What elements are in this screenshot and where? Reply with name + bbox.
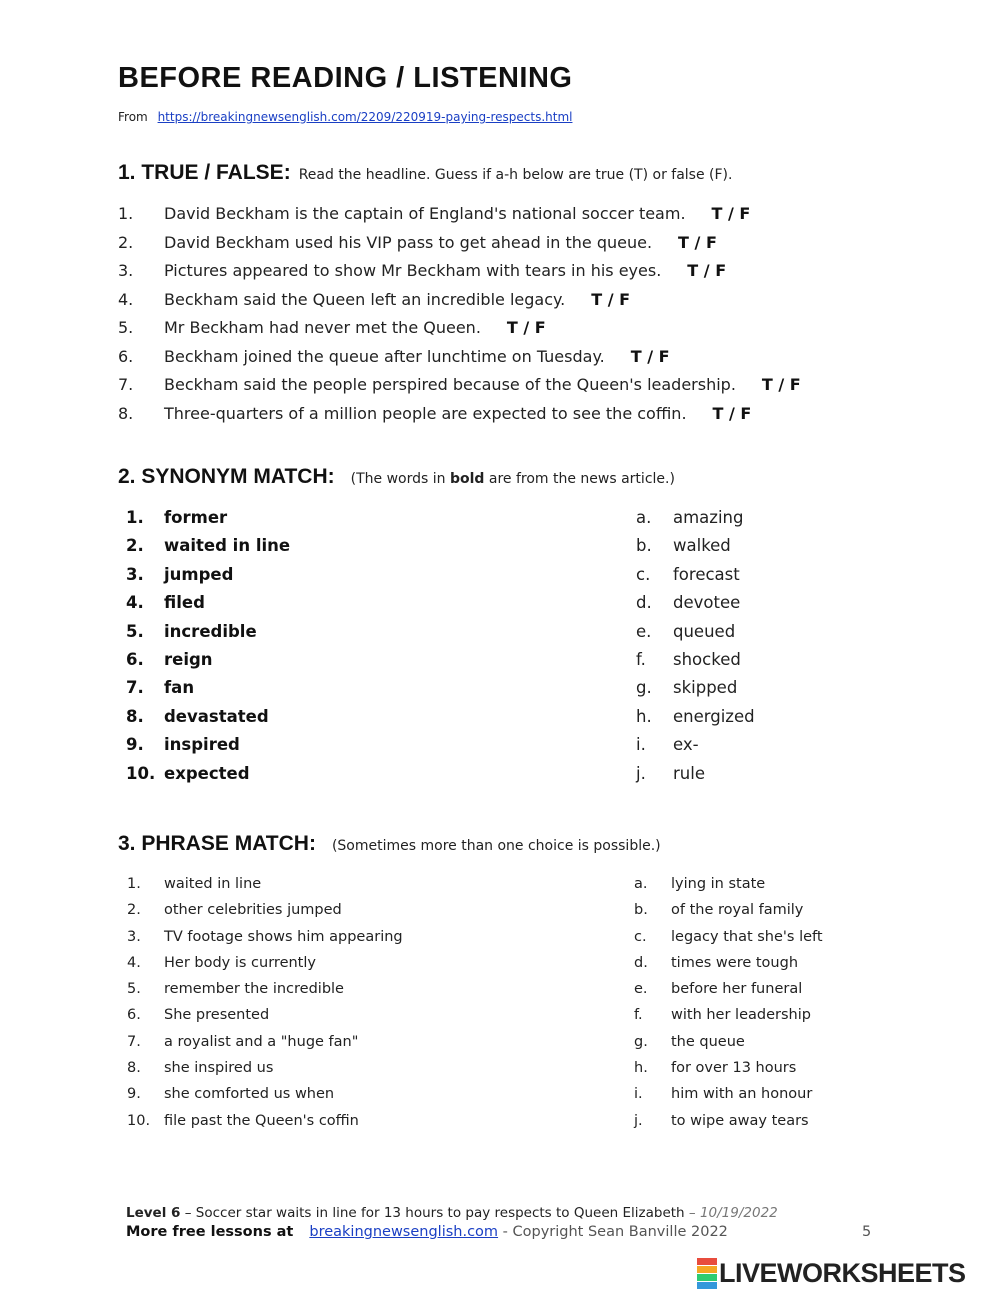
- phrase-match-title: 3. PHRASE MATCH:: [118, 832, 316, 855]
- phrase-start-text: a royalist and a "huge fan": [164, 1033, 359, 1050]
- synonym-option-text: forecast: [673, 564, 740, 584]
- synonym-option[interactable]: [636, 707, 755, 735]
- synonym-letter: d.: [636, 593, 652, 613]
- tf-item: [118, 261, 801, 290]
- footer-lesson-info: [126, 1205, 778, 1221]
- tf-statement: David Beckham is the captain of England's national soccer team.: [164, 204, 686, 223]
- tf-choice[interactable]: T / F: [712, 403, 752, 423]
- phrase-end[interactable]: [634, 955, 823, 981]
- phrase-number: 5.: [127, 981, 141, 998]
- instruction-text: (The words in: [350, 471, 450, 487]
- phrase-letter: a.: [634, 876, 648, 892]
- synonym-letter: c.: [636, 564, 651, 584]
- synonym-word-text: jumped: [164, 564, 234, 584]
- footer-level: Level 6: [126, 1205, 181, 1221]
- synonym-option-text: skipped: [673, 678, 738, 698]
- synonym-number: 9.: [126, 735, 144, 755]
- phrase-start[interactable]: [127, 1060, 403, 1086]
- phrase-start[interactable]: [127, 955, 403, 981]
- phrase-end-text: legacy that she's left: [671, 928, 823, 945]
- footer-more-lessons: [126, 1224, 728, 1240]
- phrase-start[interactable]: [127, 929, 403, 955]
- synonym-letter: a.: [636, 508, 652, 527]
- synonym-letter: j.: [636, 763, 646, 783]
- tf-choice[interactable]: T / F: [630, 346, 670, 366]
- phrase-end[interactable]: [634, 1086, 823, 1112]
- phrase-end[interactable]: [634, 1007, 823, 1033]
- tf-item: [118, 375, 801, 404]
- tf-number: 4.: [118, 289, 134, 309]
- phrase-end-text: times were tough: [671, 954, 799, 971]
- synonym-option[interactable]: [636, 565, 755, 593]
- tf-choice[interactable]: T / F: [506, 318, 546, 337]
- phrase-end[interactable]: [634, 1034, 823, 1060]
- tf-choice[interactable]: T / F: [761, 375, 801, 394]
- tf-number: 2.: [118, 232, 134, 252]
- synonym-number: 10.: [126, 763, 156, 783]
- footer-site-link[interactable]: breakingnewsenglish.com: [309, 1224, 499, 1240]
- synonym-number: 7.: [126, 678, 144, 698]
- synonym-option[interactable]: [636, 536, 755, 564]
- synonym-option[interactable]: [636, 764, 755, 792]
- phrase-start[interactable]: [127, 981, 403, 1007]
- instruction-text: are from the news article.): [484, 471, 675, 487]
- synonym-letter: e.: [636, 621, 652, 641]
- synonym-option[interactable]: [636, 735, 755, 763]
- tf-statement: Pictures appeared to show Mr Beckham with tears in his eyes.: [164, 261, 662, 280]
- synonym-word-text: waited in line: [164, 536, 291, 556]
- synonym-word[interactable]: [126, 622, 290, 650]
- tf-choice[interactable]: T / F: [678, 232, 717, 252]
- synonym-option-text: shocked: [673, 649, 741, 669]
- phrase-number: 2.: [127, 902, 141, 919]
- tf-choice[interactable]: T / F: [711, 204, 751, 223]
- synonym-word[interactable]: [126, 764, 290, 792]
- synonym-option-text: queued: [673, 621, 736, 641]
- phrase-start[interactable]: [127, 902, 403, 928]
- tf-choice[interactable]: T / F: [591, 289, 631, 309]
- synonym-word[interactable]: [126, 508, 290, 536]
- phrase-right-column: [634, 876, 823, 1139]
- synonym-word[interactable]: [126, 735, 290, 763]
- tf-item: [118, 290, 801, 319]
- logo-bar-icon: [697, 1258, 717, 1265]
- tf-item: [118, 347, 801, 376]
- phrase-start-text: TV footage shows him appearing: [164, 928, 403, 945]
- phrase-letter: f.: [634, 1007, 643, 1024]
- phrase-start[interactable]: [127, 1113, 403, 1139]
- tf-number: 8.: [118, 403, 134, 423]
- phrase-end-text: him with an honour: [671, 1086, 813, 1103]
- phrase-end[interactable]: [634, 902, 823, 928]
- phrase-end-text: the queue: [671, 1033, 745, 1050]
- phrase-start-text: waited in line: [164, 876, 262, 892]
- synonym-word[interactable]: [126, 707, 290, 735]
- page-title: BEFORE READING / LISTENING: [118, 62, 573, 94]
- synonym-option-text: energized: [673, 706, 755, 726]
- synonym-option[interactable]: [636, 678, 755, 706]
- phrase-end-text: of the royal family: [671, 902, 804, 919]
- liveworksheets-logo-icon: [697, 1258, 717, 1289]
- footer-date: – 10/19/2022: [684, 1205, 778, 1221]
- phrase-end-text: before her funeral: [671, 981, 803, 998]
- synonym-word[interactable]: [126, 593, 290, 621]
- tf-statement: David Beckham used his VIP pass to get ahead in the queue.: [164, 232, 653, 252]
- synonym-option[interactable]: [636, 650, 755, 678]
- synonym-left-column: [126, 508, 290, 792]
- synonym-number: 1.: [126, 508, 144, 527]
- phrase-start[interactable]: [127, 1086, 403, 1112]
- synonym-match-instruction: [351, 471, 675, 487]
- synonym-letter: b.: [636, 536, 652, 556]
- tf-choice[interactable]: T / F: [687, 261, 727, 280]
- phrase-start-text: she inspired us: [164, 1060, 274, 1077]
- source-link[interactable]: https://breakingnewsenglish.com/2209/220919-paying-respects.html: [157, 110, 573, 124]
- tf-statement: Beckham joined the queue after lunchtime on Tuesday.: [164, 346, 605, 366]
- synonym-option-text: amazing: [673, 508, 744, 527]
- tf-number: 1.: [118, 204, 134, 223]
- phrase-letter: d.: [634, 954, 648, 971]
- page-number: 5: [862, 1224, 872, 1240]
- phrase-start[interactable]: [127, 1007, 403, 1033]
- true-false-list: [118, 204, 801, 432]
- synonym-number: 3.: [126, 564, 144, 584]
- phrase-letter: j.: [634, 1112, 643, 1129]
- synonym-word-text: fan: [164, 678, 195, 698]
- phrase-start-text: Her body is currently: [164, 954, 316, 971]
- synonym-number: 4.: [126, 593, 144, 613]
- phrase-end-text: lying in state: [671, 876, 766, 892]
- true-false-instruction: Read the headline. Guess if a-h below are true (T) or false (F).: [298, 167, 733, 183]
- source-label: From: [118, 110, 148, 124]
- synonym-word-text: devastated: [164, 706, 269, 726]
- tf-number: 6.: [118, 346, 134, 366]
- phrase-start-text: She presented: [164, 1007, 270, 1024]
- synonym-letter: g.: [636, 678, 652, 698]
- synonym-word-text: expected: [164, 763, 250, 783]
- instruction-bold-word: bold: [449, 471, 485, 487]
- phrase-number: 6.: [127, 1007, 141, 1024]
- tf-item: [118, 204, 801, 233]
- tf-statement: Three-quarters of a million people are expected to see the coffin.: [164, 403, 687, 423]
- phrase-end[interactable]: [634, 929, 823, 955]
- synonym-word[interactable]: [126, 650, 290, 678]
- phrase-start-text: remember the incredible: [164, 981, 344, 998]
- tf-statement: Beckham said the people perspired because of the Queen's leadership.: [164, 375, 736, 394]
- synonym-word[interactable]: [126, 678, 290, 706]
- synonym-right-column: [636, 508, 755, 792]
- tf-statement: Beckham said the Queen left an incredible legacy.: [164, 289, 566, 309]
- logo-bar-icon: [697, 1274, 717, 1281]
- logo-bar-icon: [697, 1282, 717, 1289]
- synonym-word-text: reign: [164, 649, 213, 669]
- phrase-number: 7.: [127, 1033, 141, 1050]
- tf-item: [118, 318, 801, 347]
- phrase-letter: e.: [634, 981, 648, 998]
- synonym-letter: h.: [636, 706, 652, 726]
- tf-item: [118, 233, 801, 262]
- phrase-start-text: file past the Queen's coffin: [164, 1112, 359, 1129]
- phrase-end[interactable]: [634, 876, 823, 902]
- tf-number: 3.: [118, 261, 134, 280]
- synonym-option[interactable]: [636, 508, 755, 536]
- phrase-letter: g.: [634, 1033, 648, 1050]
- synonym-match-title: 2. SYNONYM MATCH:: [118, 465, 335, 488]
- footer-copyright: - Copyright Sean Banville 2022: [498, 1224, 728, 1240]
- phrase-match-instruction: (Sometimes more than one choice is possible.): [331, 838, 661, 854]
- tf-number: 7.: [118, 375, 134, 394]
- footer-description: – Soccer star waits in line for 13 hours to pay respects to Queen Elizabeth: [180, 1205, 685, 1221]
- source-line: [118, 110, 572, 124]
- phrase-start[interactable]: [127, 876, 403, 902]
- phrase-left-column: [127, 876, 403, 1139]
- synonym-word-text: inspired: [164, 735, 240, 755]
- phrase-letter: b.: [634, 902, 648, 919]
- phrase-start[interactable]: [127, 1034, 403, 1060]
- phrase-letter: c.: [634, 928, 647, 945]
- synonym-number: 5.: [126, 621, 144, 641]
- phrase-start-text: she comforted us when: [164, 1086, 335, 1103]
- logo-bar-icon: [697, 1266, 717, 1273]
- synonym-number: 6.: [126, 649, 144, 669]
- footer-more-label: More free lessons at: [126, 1224, 294, 1240]
- tf-number: 5.: [118, 318, 134, 337]
- phrase-number: 10.: [127, 1112, 151, 1129]
- synonym-option-text: devotee: [673, 593, 741, 613]
- synonym-number: 2.: [126, 536, 144, 556]
- phrase-end[interactable]: [634, 1113, 823, 1139]
- true-false-heading: [118, 161, 732, 185]
- liveworksheets-logo[interactable]: [697, 1258, 966, 1289]
- synonym-word-text: incredible: [164, 621, 257, 641]
- true-false-title: 1. TRUE / FALSE:: [118, 161, 291, 184]
- phrase-number: 8.: [127, 1060, 141, 1077]
- phrase-start-text: other celebrities jumped: [164, 902, 342, 919]
- phrase-number: 9.: [127, 1086, 141, 1103]
- synonym-letter: i.: [636, 735, 646, 755]
- synonym-option-text: walked: [673, 536, 731, 556]
- synonym-match-heading: [118, 465, 675, 489]
- synonym-number: 8.: [126, 706, 144, 726]
- synonym-word[interactable]: [126, 565, 290, 593]
- synonym-option-text: rule: [673, 763, 705, 783]
- phrase-end[interactable]: [634, 981, 823, 1007]
- synonym-word-text: filed: [164, 593, 205, 613]
- synonym-option[interactable]: [636, 593, 755, 621]
- synonym-option-text: ex-: [673, 735, 699, 755]
- phrase-end-text: for over 13 hours: [671, 1060, 797, 1077]
- synonym-option[interactable]: [636, 622, 755, 650]
- phrase-letter: h.: [634, 1060, 648, 1077]
- phrase-letter: i.: [634, 1086, 643, 1103]
- synonym-letter: f.: [636, 649, 646, 669]
- liveworksheets-logo-text: LIVEWORKSHEETS: [719, 1258, 966, 1288]
- tf-item: [118, 404, 801, 433]
- synonym-word-text: former: [164, 508, 228, 527]
- phrase-number: 1.: [127, 876, 141, 892]
- phrase-end-text: with her leadership: [671, 1007, 811, 1024]
- phrase-end[interactable]: [634, 1060, 823, 1086]
- phrase-number: 3.: [127, 928, 141, 945]
- tf-statement: Mr Beckham had never met the Queen.: [164, 318, 481, 337]
- synonym-word[interactable]: [126, 536, 290, 564]
- phrase-number: 4.: [127, 954, 141, 971]
- phrase-end-text: to wipe away tears: [671, 1112, 809, 1129]
- phrase-match-heading: [118, 832, 661, 856]
